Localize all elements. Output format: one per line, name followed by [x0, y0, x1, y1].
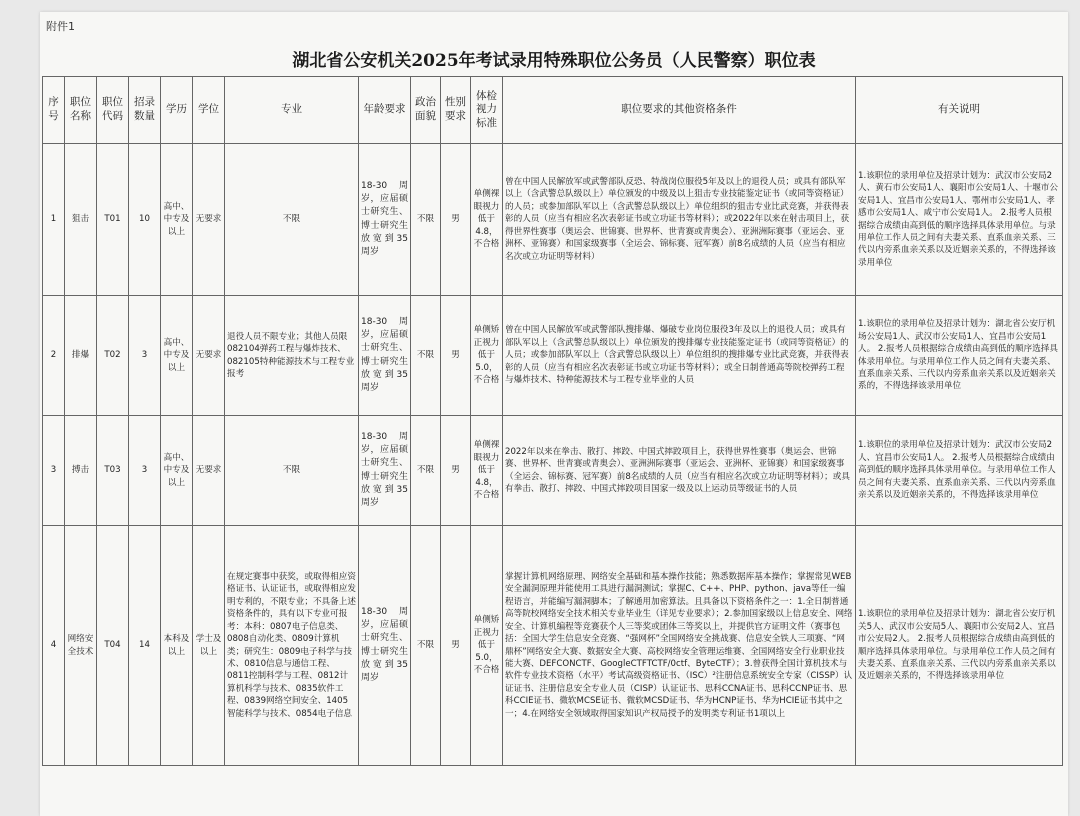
seq-cell: 1 — [43, 144, 65, 296]
notes-cell: 1.该职位的录用单位及招录计划为：湖北省公安厅机场公安局1人、武汉市公安局1人、宜昌市公安局1人。 2.报考人员根据综合成绩由高到低的顺序选择具体录用单位。与录用单位工作人员之间有夫妻关系、直系血亲关系、三代以内旁系血亲关系以及近姻亲关系的，不得选择该录用单位 — [856, 296, 1063, 416]
gender-cell: 男 — [441, 144, 471, 296]
vision-cell: 单侧裸眼视力低于4.8，不合格 — [471, 416, 503, 526]
seq-cell: 3 — [43, 416, 65, 526]
degree-cell: 无要求 — [193, 416, 225, 526]
header-cell: 职位名称 — [65, 77, 97, 144]
politics-cell: 不限 — [411, 144, 441, 296]
positions-table — [42, 76, 1063, 766]
count-cell: 3 — [129, 416, 161, 526]
politics-cell: 不限 — [411, 296, 441, 416]
header-cell: 年龄要求 — [359, 77, 411, 144]
major-cell: 退役人员不限专业；其他人员限082104弹药工程与爆炸技术、082105特种能源技术与工程专业报考 — [225, 296, 359, 416]
gender-cell: 男 — [441, 416, 471, 526]
education-cell: 高中、中专及以上 — [161, 144, 193, 296]
other-requirements-cell: 曾在中国人民解放军或武警部队搜排爆、爆破专业岗位服役3年及以上的退役人员；或具有部队军以上（含武警总队级以上）单位颁发的搜排爆专业技能鉴定证书（或同等资格证）的人员；或参加部队军以上（含武警总队级以上）单位组织的搜排爆专业比武竞赛，并获得表彰的人员（应当有相应名次表彰证书或立功证书等材料）；或全日制普通高等院校弹药工程与爆炸技术、特种能源技术与工程专业毕业的人员 — [503, 296, 856, 416]
header-cell: 体检视力标准 — [471, 77, 503, 144]
position-code-cell: T01 — [97, 144, 129, 296]
age-cell: 18-30周岁，应届硕士研究生、博士研究生放宽到35周岁 — [359, 296, 411, 416]
education-cell: 本科及以上 — [161, 526, 193, 766]
table-row — [43, 526, 1063, 766]
document-sheet — [40, 12, 1068, 816]
header-cell: 职位代码 — [97, 77, 129, 144]
gender-cell: 男 — [441, 526, 471, 766]
position-name-cell: 狙击 — [65, 144, 97, 296]
education-cell: 高中、中专及以上 — [161, 416, 193, 526]
count-cell: 3 — [129, 296, 161, 416]
header-cell: 政治面貌 — [411, 77, 441, 144]
vision-cell: 单侧矫正视力低于5.0，不合格 — [471, 296, 503, 416]
politics-cell: 不限 — [411, 416, 441, 526]
table-row — [43, 296, 1063, 416]
notes-cell: 1.该职位的录用单位及招录计划为：武汉市公安局2人、黄石市公安局1人、襄阳市公安局1人、十堰市公安局1人、宜昌市公安局1人、鄂州市公安局1人、孝感市公安局1人、咸宁市公安局1人。 2.报考人员根据综合成绩由高到低的顺序选择具体录用单位。与录用单位工作人员之间有夫妻关系、直系血亲关系、三代以内旁系血亲关系以及近姻亲关系的，不得选择该录用单位 — [856, 144, 1063, 296]
other-requirements-cell: 掌握计算机网络原理、网络安全基础和基本操作技能；熟悉数据库基本操作；掌握常见WEB安全漏洞原理并能使用工具进行漏洞测试；掌握C、C++、PHP、python、java等任一编程语言，并能编写漏洞脚本；了解通用加密算法。且具备以下资格条件之一：1.全日制普通高等院校网络安全技术相关专业毕业生（详见专业要求）；2.参加国家级以上信息安全、网络安全、计算机编程等竞赛获个人三等奖或团体三等奖以上，并提供官方证明文件（赛事包括：全国大学生信息安全竞赛、“强网杯”全国网络安全挑战赛、信息安全铁人三项赛、“网鼎杯”网络安全大赛、数据安全大赛、高校网络安全管理运维赛、全国网络安全行业职业技能大赛、DEFCONCTF、GoogleCTFTCTF/0ctf、ByteCTF）；3.曾获得全国计算机技术与软件专业技术资格（水平）考试高级资格证书、（ISC）²注册信息系统安全专家（CISSP）认证证书、注册信息安全专业人员（CISP）认证证书、思科CCNA证书、思科CCNP证书、思科CCIE证书、微软MCSE证书、微软MCSD证书、华为HCNP证书、华为HCIE证书其中之一；4.在网络安全领域取得国家知识产权局授予的发明类专利证书1项以上 — [503, 526, 856, 766]
header-row — [43, 77, 1063, 144]
header-cell: 性别要求 — [441, 77, 471, 144]
header-cell: 学位 — [193, 77, 225, 144]
position-name-cell: 搏击 — [65, 416, 97, 526]
major-cell: 在规定赛事中获奖，或取得相应资格证书、认证证书，或取得相应发明专利的，不限专业；不具备上述资格条件的，具有以下专业可报考：本科：0807电子信息类、0808自动化类、0809计算机类；研究生：0809电子科学与技术、0810信息与通信工程、0811控制科学与工程、0812计算机科学与技术、0835软件工程、0839网络空间安全、1405智能科学与技术、0854电子信息 — [225, 526, 359, 766]
degree-cell: 无要求 — [193, 296, 225, 416]
header-cell: 序号 — [43, 77, 65, 144]
gender-cell: 男 — [441, 296, 471, 416]
header-cell: 有关说明 — [856, 77, 1063, 144]
attachment-label: 附件1 — [46, 20, 75, 33]
position-name-cell: 排爆 — [65, 296, 97, 416]
notes-cell: 1.该职位的录用单位及招录计划为：湖北省公安厅机关5人、武汉市公安局5人、襄阳市公安局2人、宜昌市公安局2人。 2.报考人员根据综合成绩由高到低的顺序选择具体录用单位。与录用单位工作人员之间有夫妻关系、直系血亲关系、三代以内旁系血亲关系以及近姻亲关系的，不得选择该录用单位 — [856, 526, 1063, 766]
seq-cell: 4 — [43, 526, 65, 766]
degree-cell: 学士及以上 — [193, 526, 225, 766]
major-cell: 不限 — [225, 144, 359, 296]
politics-cell: 不限 — [411, 526, 441, 766]
position-code-cell: T04 — [97, 526, 129, 766]
header-cell: 招录数量 — [129, 77, 161, 144]
other-requirements-cell: 曾在中国人民解放军或武警部队反恐、特战岗位服役5年及以上的退役人员；或具有部队军以上（含武警总队级以上）单位颁发的中级及以上狙击专业技能鉴定证书（或同等资格证）的人员；或参加部队军以上（含武警总队级以上）单位组织的狙击专业比武竞赛，并获得表彰的人员（应当有相应名次表彰证书或立功证书等材料）；或2022年以来在射击项目上，获得世界性赛事（奥运会、世锦赛、世界杯、世青赛或青奥会）、亚洲洲际赛事（亚运会、亚洲杯、亚锦赛）和国家级赛事（全运会、锦标赛、冠军赛）前8名成绩的人员（应当有相应名次或立功证明等材料） — [503, 144, 856, 296]
degree-cell: 无要求 — [193, 144, 225, 296]
count-cell: 10 — [129, 144, 161, 296]
other-requirements-cell: 2022年以来在拳击、散打、摔跤、中国式摔跤项目上，获得世界性赛事（奥运会、世锦赛、世界杯、世青赛或青奥会）、亚洲洲际赛事（亚运会、亚洲杯、亚锦赛）和国家级赛事（全运会、锦标赛、冠军赛）前8名成绩的人员（应当有相应名次或立功证明等材料）；或具有拳击、散打、摔跤、中国式摔跤项目国家一级及以上运动员等级证书的人员 — [503, 416, 856, 526]
position-code-cell: T02 — [97, 296, 129, 416]
page-title: 湖北省公安机关2025年考试录用特殊职位公务员（人民警察）职位表 — [292, 51, 816, 71]
header-cell: 职位要求的其他资格条件 — [503, 77, 856, 144]
header-cell: 专业 — [225, 77, 359, 144]
notes-cell: 1.该职位的录用单位及招录计划为：武汉市公安局2人、宜昌市公安局1人。 2.报考人员根据综合成绩由高到低的顺序选择具体录用单位。与录用单位工作人员之间有夫妻关系、直系血亲关系、三代以内旁系血亲关系以及近姻亲关系的，不得选择该录用单位 — [856, 416, 1063, 526]
count-cell: 14 — [129, 526, 161, 766]
header-cell: 学历 — [161, 77, 193, 144]
vision-cell: 单侧矫正视力低于5.0，不合格 — [471, 526, 503, 766]
vision-cell: 单侧裸眼视力低于4.8，不合格 — [471, 144, 503, 296]
table-row — [43, 416, 1063, 526]
position-name-cell: 网络安全技术 — [65, 526, 97, 766]
seq-cell: 2 — [43, 296, 65, 416]
table-row — [43, 144, 1063, 296]
age-cell: 18-30周岁，应届硕士研究生、博士研究生放宽到35周岁 — [359, 144, 411, 296]
age-cell: 18-30周岁，应届硕士研究生、博士研究生放宽到35周岁 — [359, 526, 411, 766]
position-code-cell: T03 — [97, 416, 129, 526]
age-cell: 18-30周岁，应届硕士研究生、博士研究生放宽到35周岁 — [359, 416, 411, 526]
major-cell: 不限 — [225, 416, 359, 526]
education-cell: 高中、中专及以上 — [161, 296, 193, 416]
